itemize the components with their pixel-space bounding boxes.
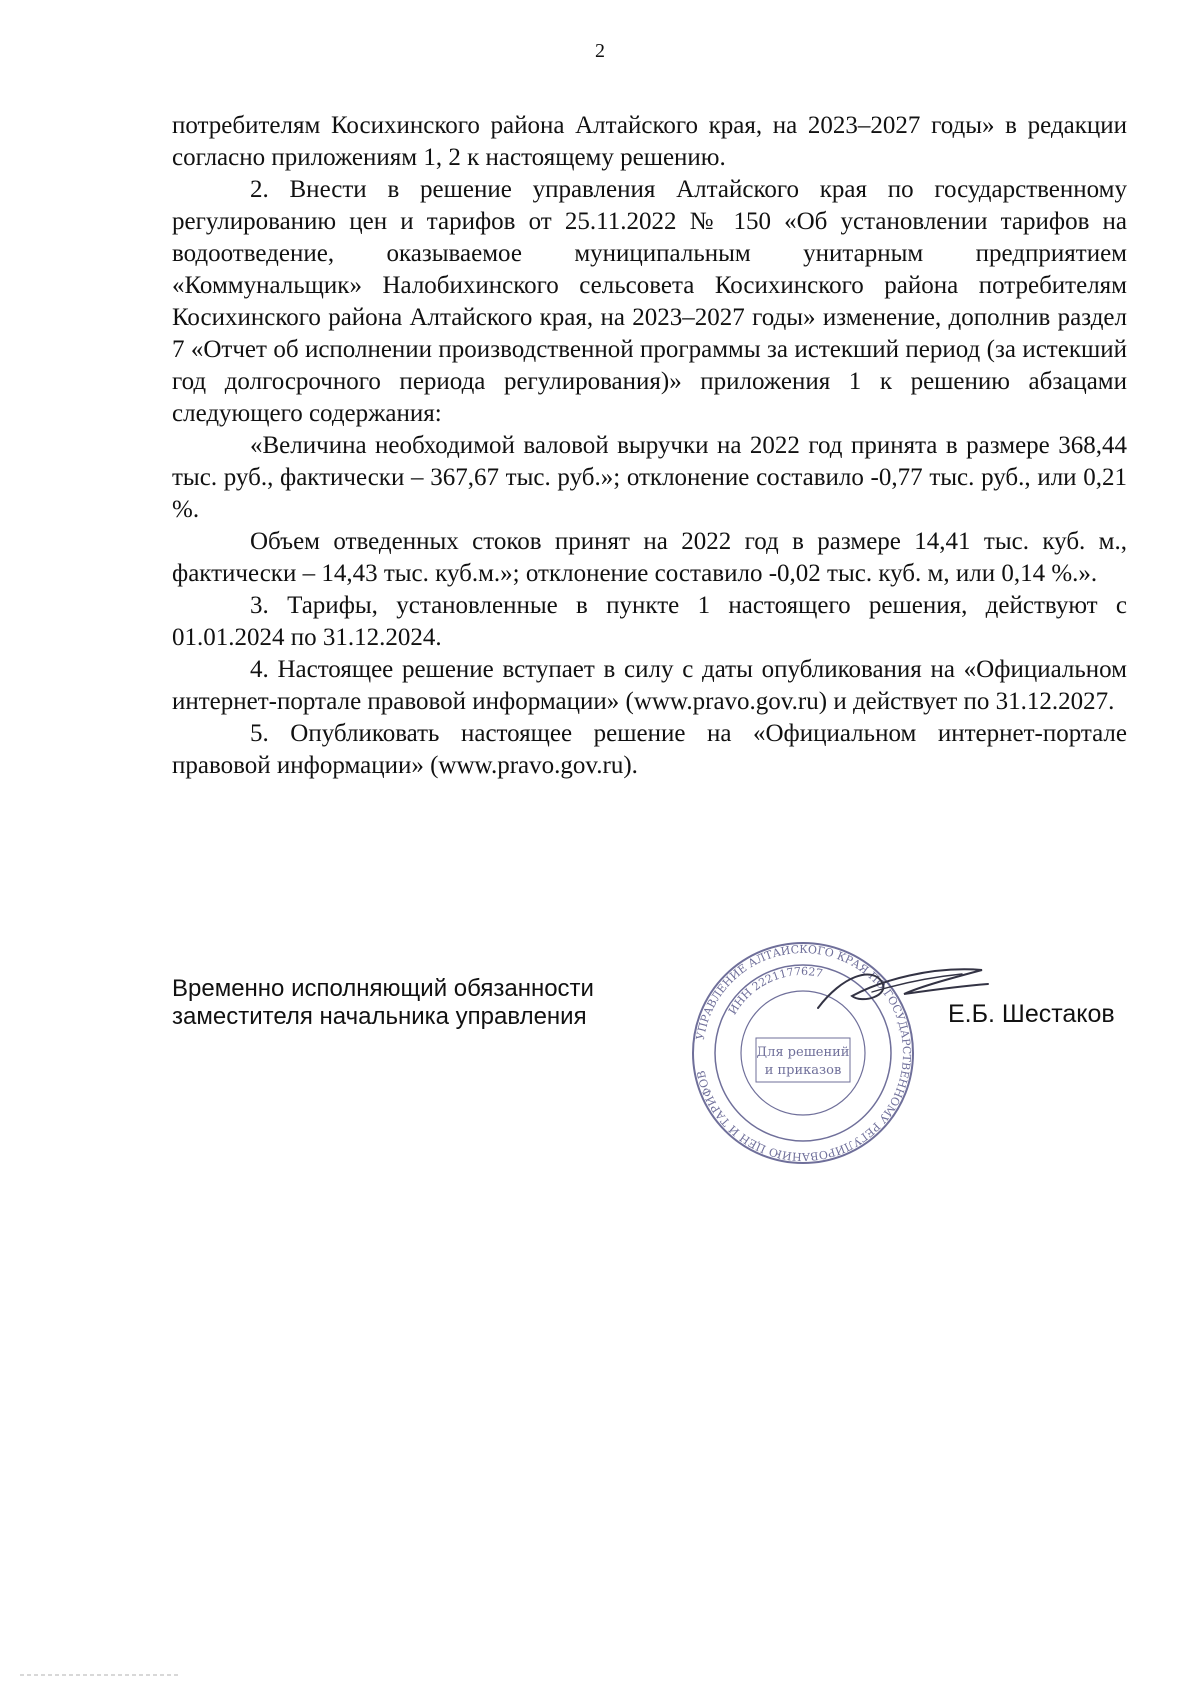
paragraph-item-2: 2. Внести в решение управления Алтайского края по государственному регулированию цен и тарифов от 25.11.2022 № 150 «Об установлении тарифов на водоотведение, оказываемое муниципальным унитарным предприятием «Коммунальщик» Налобихинского сельсовета Косихинского района потребителям Косихинского района Алтайского края, на 2023–2027 годы» изменение, дополнив раздел 7 «Отчет об исполнении производственной программы за истекший период (за истекший год долгосрочного периода регулирования)» приложения 1 к решению абзацами следующего содержания: xyxy=(172,176,1127,427)
signatory-position-line-2: заместителя начальника управления xyxy=(172,1003,587,1030)
paragraph-item-4: 4. Настоящее решение вступает в силу с даты опубликования на «Официальном интернет-портале правовой информации» (www.pravo.gov.ru) и действует по 31.12.2027. xyxy=(172,656,1127,715)
stamp-outer-text: УПРАВЛЕНИЕ АЛТАЙСКОГО КРАЯ ПО ГОСУДАРСТВЕННОМУ РЕГУЛИРОВАНИЮ ЦЕН И ТАРИФОВ xyxy=(693,942,914,1164)
scan-artifact-marks xyxy=(20,1672,180,1678)
document-body xyxy=(172,110,1127,782)
stamp-center-line-1: Для решений xyxy=(756,1045,850,1060)
stamp-center-line-2: и приказов xyxy=(764,1063,842,1078)
stamp-inn-text: ИНН 2221177627 xyxy=(726,964,824,1017)
paragraph-volume-quote: Объем отведенных стоков принят на 2022 год в размере 14,41 тыс. куб. м., фактически – 14,43 тыс. куб.м.»; отклонение составило -0,02 тыс. куб. м, или 0,14 %.». xyxy=(172,528,1127,587)
paragraph-continuation: потребителям Косихинского района Алтайского края, на 2023–2027 годы» в редакции согласно приложениям 1, 2 к настоящему решению. xyxy=(172,112,1127,171)
paragraph-item-5: 5. Опубликовать настоящее решение на «Официальном интернет-портале правовой информации» (www.pravo.gov.ru). xyxy=(172,720,1127,779)
page-number: 2 xyxy=(595,40,605,62)
signatory-position-line-1: Временно исполняющий обязанности xyxy=(172,975,594,1002)
paragraph-item-3: 3. Тарифы, установленные в пункте 1 настоящего решения, действуют с 01.01.2024 по 31.12.2024. xyxy=(172,592,1127,651)
signatory-name: Е.Б. Шестаков xyxy=(948,1000,1115,1028)
signatory-position xyxy=(172,975,594,1031)
paragraph-revenue-quote: «Величина необходимой валовой выручки на 2022 год принята в размере 368,44 тыс. руб., фактически – 367,67 тыс. руб.»; отклонение составило -0,77 тыс. руб., или 0,21 %. xyxy=(172,432,1127,523)
